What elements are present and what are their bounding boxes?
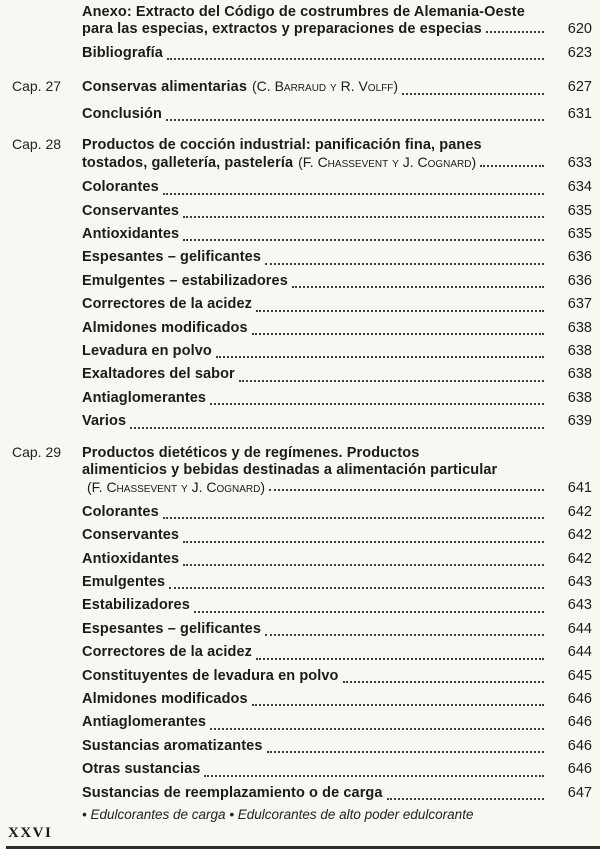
toc-row: [12, 711, 592, 734]
toc-entry-content: [82, 665, 546, 688]
toc-row: [12, 363, 592, 386]
dot-leader: [159, 176, 546, 199]
entry-page-number: 644: [567, 620, 592, 637]
entry-title: Productos de cocción industrial: panificación fina, panes: [82, 137, 482, 154]
entry-page-number: 642: [567, 503, 592, 520]
entry-page-number: 643: [567, 573, 592, 590]
dot-leader: [159, 501, 546, 524]
toc-row: [12, 618, 592, 641]
toc-row: [12, 340, 592, 363]
toc-entry-content: [82, 200, 546, 223]
toc-row: [12, 387, 592, 410]
entry-title: Bibliografía: [82, 45, 163, 61]
entry-page-number: 638: [567, 389, 592, 406]
chapter-label: Cap. 29: [12, 443, 62, 460]
entry-page-number: 641: [567, 479, 592, 496]
entry-title: Productos dietéticos y de regímenes. Productos: [82, 444, 420, 461]
dot-leader: [165, 571, 546, 594]
entry-title: Estabilizadores: [82, 597, 190, 614]
entry-title: Constituyentes de levadura en polvo: [82, 667, 339, 684]
toc-row: [12, 665, 592, 688]
entry-title: Conservantes: [82, 202, 180, 219]
entry-note: • Edulcorantes de carga • Edulcorantes de alto poder edulcorante: [82, 806, 474, 822]
toc-list: [12, 4, 592, 824]
dot-leader: [339, 665, 547, 688]
dot-leader: [252, 293, 546, 316]
toc-row: [12, 176, 592, 199]
toc-entry-content: [82, 735, 546, 758]
entry-title: Emulgentes: [82, 573, 166, 590]
toc-entry-content: [82, 548, 546, 571]
toc-row: [12, 293, 592, 316]
toc-entry-content: [82, 524, 546, 547]
dot-leader: [265, 479, 546, 496]
entry-title: Almidones modificados: [82, 319, 248, 336]
entry-title: Sustancias aromatizantes: [82, 737, 263, 754]
dot-leader: [398, 75, 546, 99]
entry-title: Correctores de la acidez: [82, 644, 253, 661]
dot-leader: [179, 223, 546, 246]
entry-title: Espesantes – gelificantes: [82, 249, 261, 266]
toc-entry-content: [82, 103, 546, 126]
toc-entry-content: [82, 75, 546, 99]
entry-title: Anexo: Extracto del Código de costrumbres de Alemania-Oeste: [82, 4, 525, 20]
entry-page-number: 638: [567, 366, 592, 383]
entry-title: Antiaglomerantes: [82, 714, 207, 731]
dot-leader: [190, 594, 546, 617]
toc-row: [12, 42, 592, 65]
toc-row: [12, 641, 592, 664]
toc-row: [12, 758, 592, 781]
toc-entry-content: [82, 317, 546, 340]
entry-title: tostados, galletería, pastelería: [82, 155, 294, 172]
entry-page-number: 646: [567, 690, 592, 707]
entry-title: Sustancias de reemplazamiento o de carga: [82, 784, 383, 801]
entry-authors: (F. Chassevent y J. Cognard): [87, 478, 266, 495]
dot-leader: [252, 641, 546, 664]
entry-page-number: 627: [567, 79, 592, 96]
toc-row: [12, 462, 592, 479]
toc-row: [12, 136, 592, 154]
entry-page-number: 638: [567, 319, 592, 336]
entry-title: Levadura en polvo: [82, 343, 212, 360]
toc-entry-content: [82, 688, 546, 711]
toc-entry-content: [82, 21, 546, 38]
toc-entry-content: [82, 501, 546, 524]
toc-entry-content: [82, 805, 546, 824]
entry-page-number: 636: [567, 249, 592, 266]
entry-page-number: 638: [567, 343, 592, 360]
toc-row: [12, 782, 592, 805]
entry-title: alimenticios y bebidas destinadas a alimentación particular: [82, 461, 498, 478]
toc-entry-content: [82, 42, 546, 65]
toc-entry-content: [82, 293, 546, 316]
entry-title: Correctores de la acidez: [82, 296, 253, 313]
entry-title: Otras sustancias: [82, 761, 201, 778]
toc-entry-content: [82, 618, 546, 641]
toc-entry-content: [82, 462, 546, 479]
entry-title: Almidones modificados: [82, 690, 248, 707]
toc-row: [12, 548, 592, 571]
entry-title: Conclusión: [82, 105, 162, 122]
entry-page-number: 643: [567, 597, 592, 614]
entry-authors: (C. Barraud y R. Volff): [252, 78, 399, 95]
entry-title: Colorantes: [82, 179, 159, 196]
entry-page-number: 631: [567, 105, 592, 122]
dot-leader: [263, 735, 547, 758]
dot-leader: [162, 103, 546, 126]
toc-entry-content: [82, 363, 546, 386]
toc-row: [12, 21, 592, 38]
toc-entry-content: [82, 571, 546, 594]
toc-row: [12, 444, 592, 462]
dot-leader: [179, 548, 546, 571]
dot-leader: [476, 154, 546, 172]
toc-row: [12, 501, 592, 524]
entry-title: Conservas alimentarias: [82, 79, 248, 96]
entry-page-number: 646: [567, 761, 592, 778]
toc-entry-content: [82, 137, 546, 154]
toc-entry-content: [82, 410, 546, 433]
toc-row: [12, 317, 592, 340]
entry-page-number: 644: [567, 644, 592, 661]
dot-leader: [261, 246, 546, 269]
toc-row: [12, 571, 592, 594]
toc-entry-content: [82, 176, 546, 199]
entry-page-number: 634: [567, 179, 592, 196]
dot-leader: [206, 711, 546, 734]
toc-entry-content: [82, 154, 546, 172]
toc-entry-content: [82, 340, 546, 363]
dot-leader: [235, 363, 546, 386]
dot-leader: [212, 340, 546, 363]
entry-page-number: 642: [567, 550, 592, 567]
toc-row: [12, 200, 592, 223]
toc-row: [12, 594, 592, 617]
toc-entry-content: [82, 223, 546, 246]
entry-title: Emulgentes – estabilizadores: [82, 272, 288, 289]
dot-leader: [261, 618, 546, 641]
toc-row: [12, 410, 592, 433]
toc-row: [12, 805, 592, 824]
toc-row: [12, 524, 592, 547]
entry-page-number: 647: [567, 784, 592, 801]
folio-page-number: XXVI: [8, 825, 53, 841]
toc-entry-content: [82, 641, 546, 664]
dot-leader: [206, 387, 546, 410]
toc-entry-content: [82, 758, 546, 781]
dot-leader: [288, 270, 546, 293]
dot-leader: [126, 410, 546, 433]
dot-leader: [179, 524, 546, 547]
entry-page-number: 642: [567, 527, 592, 544]
dot-leader: [179, 200, 546, 223]
toc-row: [12, 270, 592, 293]
toc-row: [12, 735, 592, 758]
dot-leader: [248, 317, 546, 340]
dot-leader: [200, 758, 546, 781]
entry-authors: (F. Chassevent y J. Cognard): [298, 154, 477, 171]
toc-row: [12, 223, 592, 246]
toc-row: [12, 75, 592, 99]
entry-title: Conservantes: [82, 527, 180, 544]
entry-page-number: 620: [567, 21, 592, 37]
toc-entry-content: [82, 594, 546, 617]
entry-title: para las especias, extractos y preparaciones de especias: [82, 21, 482, 37]
dot-leader: [163, 42, 546, 65]
entry-page-number: 646: [567, 714, 592, 731]
dot-leader: [383, 782, 546, 805]
entry-page-number: 636: [567, 272, 592, 289]
entry-title: Antioxidantes: [82, 550, 180, 567]
entry-page-number: 646: [567, 737, 592, 754]
chapter-label: Cap. 28: [12, 136, 62, 153]
entry-title: Varios: [82, 413, 127, 430]
entry-page-number: 639: [567, 413, 592, 430]
entry-page-number: 635: [567, 202, 592, 219]
toc-entry-content: [82, 4, 546, 21]
toc-entry-content: [82, 782, 546, 805]
toc-row: [12, 246, 592, 269]
toc-entry-content: [82, 246, 546, 269]
toc-row: [12, 4, 592, 21]
toc-entry-content: [82, 445, 546, 462]
toc-entry-content: [82, 387, 546, 410]
dot-leader: [482, 21, 546, 38]
entry-page-number: 637: [567, 296, 592, 313]
entry-title: Exaltadores del sabor: [82, 366, 235, 383]
entry-title: Colorantes: [82, 503, 159, 520]
entry-page-number: 635: [567, 226, 592, 243]
toc-entry-content: [82, 711, 546, 734]
entry-page-number: 645: [567, 667, 592, 684]
dot-leader: [248, 688, 546, 711]
toc-entry-content: [82, 270, 546, 293]
toc-row: [12, 103, 592, 126]
entry-page-number: 633: [567, 155, 592, 172]
entry-page-number: 623: [567, 45, 592, 61]
entry-title: Antiaglomerantes: [82, 389, 207, 406]
chapter-label: Cap. 27: [12, 78, 62, 95]
toc-row: [12, 154, 592, 172]
toc-row: [12, 688, 592, 711]
toc-row: [12, 479, 592, 497]
toc-entry-content: [82, 479, 546, 496]
entry-title: Antioxidantes: [82, 226, 180, 243]
entry-title: Espesantes – gelificantes: [82, 620, 261, 637]
